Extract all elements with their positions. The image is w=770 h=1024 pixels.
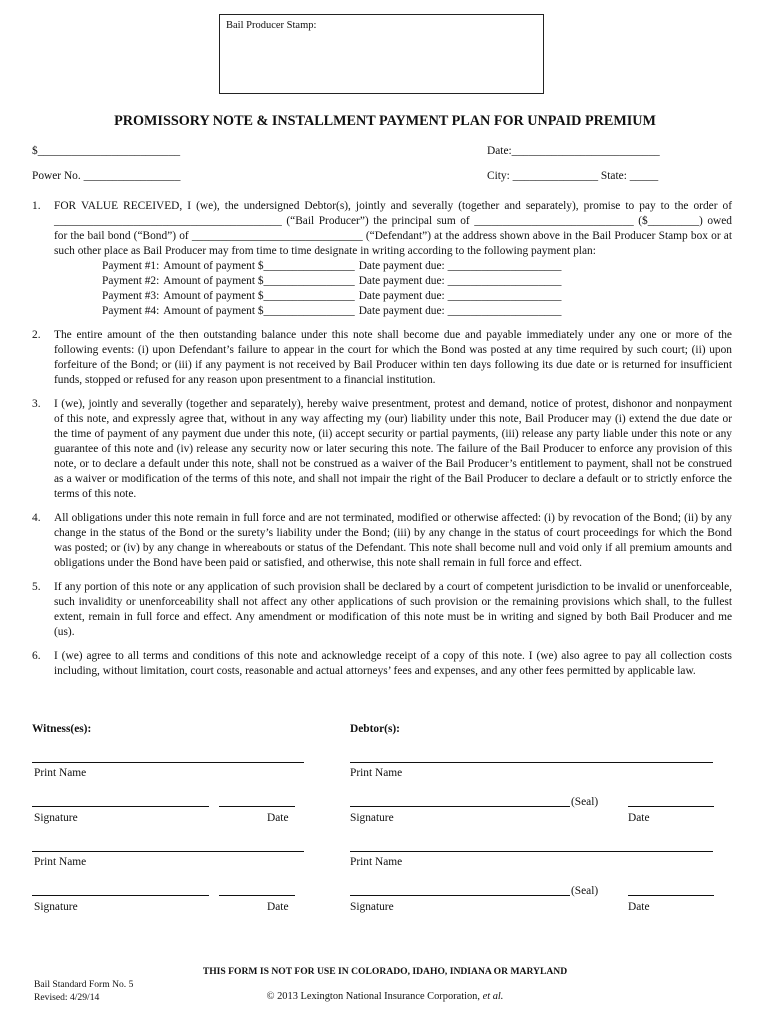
clause-number: 6.	[32, 650, 41, 662]
date-field[interactable]: Date:__________________________	[487, 145, 660, 157]
payment-amount-field[interactable]: Amount of payment $________________	[163, 290, 355, 302]
city-state-field[interactable]: City: _______________ State: _____	[487, 170, 659, 182]
payment-due-field[interactable]: Date payment due: ____________________	[358, 290, 562, 302]
clause-number: 4.	[32, 512, 41, 524]
witness-1-date-line[interactable]	[219, 806, 295, 807]
clause-number: 5.	[32, 581, 41, 593]
witness-1-signature-line[interactable]	[32, 806, 209, 807]
debtor-1-seal-label: (Seal)	[571, 796, 599, 808]
copyright-text: © 2013 Lexington National Insurance Corporation,	[266, 991, 480, 1002]
debtor-1-date-label: Date	[628, 812, 650, 824]
clause-number: 1.	[32, 200, 41, 212]
witness-1-print-name-label: Print Name	[34, 767, 87, 779]
payment-label: Payment #1:	[102, 260, 160, 272]
debtor-1-signature-line[interactable]	[350, 806, 570, 807]
witness-2-date-line[interactable]	[219, 895, 295, 896]
debtor-2-signature-label: Signature	[350, 901, 394, 913]
witness-2-date-label: Date	[267, 901, 289, 913]
witness-2-print-name-label: Print Name	[34, 856, 87, 868]
clause-text: I (we), jointly and severally (together and separately), hereby waive presentment, protest and demand, notice of protest, dishonor and nonpayment of this note, and expressly agree that, without in any way affecting my (our) liability under this note, Bail Producer may (i) extend the due date or the time of payment of any payment due under this note, (ii) accept security or partial payments, (iii) release any party liable under this note or any guarantee of this note and (iv) release any security now or later securing this note. The failure of the Bail Producer to enforce any provision of this note, or to declare a default under this note, shall not be construed as a waiver of the Bail Producer’s entitlement to payment, shall not be construed as a waiver or modification of the terms of this note, and shall not impair the right of the Bail Producer to declare a default or to strictly enforce the terms of this note.	[54, 398, 732, 500]
witness-2-print-name-line[interactable]	[32, 851, 304, 852]
payment-row	[102, 304, 561, 319]
payment-due-field[interactable]: Date payment due: ____________________	[358, 275, 562, 287]
payment-due-field[interactable]: Date payment due: ____________________	[358, 305, 562, 317]
witness-1-date-label: Date	[267, 812, 289, 824]
witness-1-print-name-line[interactable]	[32, 762, 304, 763]
payment-plan-table	[102, 259, 561, 319]
clause-3	[32, 397, 732, 502]
clause-text: All obligations under this note remain in full force and are not terminated, modified or otherwise affected: (i) by revocation of the Bond; (ii) by any change in the status of the Bond or the surety’s liability under the Bond; (iii) by any change in the status of court proceedings for which the Bond was posted; or (iv) by any change in whereabouts or status of the Defendant. This note shall become null and void only if all premium amounts and obligations under the Bond have been paid or satisfied, and otherwise, this note shall remain in full force and effect.	[54, 512, 732, 569]
copyright-etal: et al.	[482, 991, 504, 1002]
revised-date: Revised: 4/29/14	[34, 992, 100, 1003]
debtor-2-print-name-line[interactable]	[350, 851, 713, 852]
witness-1-signature-label: Signature	[34, 812, 78, 824]
debtor-heading: Debtor(s):	[350, 723, 400, 735]
debtor-1-print-name-label: Print Name	[350, 767, 403, 779]
debtor-2-seal-label: (Seal)	[571, 885, 599, 897]
payment-row	[102, 274, 561, 289]
clause-text: I (we) agree to all terms and conditions of this note and acknowledge receipt of a copy of this note. I (we) also agree to pay all collection costs including, without limitation, court costs, reasonable and actual attorneys’ fees and expenses, and any other fees permitted by applicable law.	[54, 650, 732, 677]
clause-1	[32, 199, 732, 319]
debtor-1-print-name-line[interactable]	[350, 762, 713, 763]
stamp-label: Bail Producer Stamp:	[226, 20, 317, 31]
clause-number: 3.	[32, 398, 41, 410]
power-number-field[interactable]: Power No. _________________	[32, 170, 181, 182]
witness-2-signature-line[interactable]	[32, 895, 209, 896]
debtor-2-print-name-label: Print Name	[350, 856, 403, 868]
payment-label: Payment #3:	[102, 290, 160, 302]
payment-label: Payment #4:	[102, 305, 160, 317]
debtor-2-date-label: Date	[628, 901, 650, 913]
document-title: PROMISSORY NOTE & INSTALLMENT PAYMENT PLAN FOR UNPAID PREMIUM	[114, 113, 656, 129]
form-number: Bail Standard Form No. 5	[34, 979, 134, 990]
payment-due-field[interactable]: Date payment due: ____________________	[358, 260, 562, 272]
witness-2-signature-label: Signature	[34, 901, 78, 913]
terms-list	[32, 199, 732, 688]
debtor-2-date-line[interactable]	[628, 895, 714, 896]
clause-text: The entire amount of the then outstanding balance under this note shall become due and payable immediately under any one or more of the following events: (i) upon Defendant’s failure to appear in the court for which the Bond was posted at any time required by such court; (ii) upon forfeiture of the Bond; or (iii) if any payment is not received by Bail Producer within ten days following its due date or is returned for insufficient funds, stopped or refused for any reason upon presentment to a financial institution.	[54, 329, 732, 386]
debtor-2-signature-line[interactable]	[350, 895, 570, 896]
payment-row	[102, 289, 561, 304]
clause-text: If any portion of this note or any application of such provision shall be declared by a court of competent jurisdiction to be invalid or unenforceable, such invalidity or unenforceability shall not affect any other applications of such provision or the remaining provisions which shall, to the fullest extent, remain in full force and effect. Any amendment or modification of this note must be in writing and signed by both Bail Producer and me (us).	[54, 581, 732, 638]
payment-amount-field[interactable]: Amount of payment $________________	[163, 260, 355, 272]
clause-5	[32, 580, 732, 640]
payment-amount-field[interactable]: Amount of payment $________________	[163, 305, 355, 317]
witness-heading: Witness(es):	[32, 723, 92, 735]
clause-2	[32, 328, 732, 388]
debtor-1-signature-label: Signature	[350, 812, 394, 824]
bail-producer-stamp-box	[219, 14, 544, 94]
clause-4	[32, 511, 732, 571]
state-restriction-notice: THIS FORM IS NOT FOR USE IN COLORADO, IDAHO, INDIANA OR MARYLAND	[202, 966, 568, 977]
clause-text: FOR VALUE RECEIVED, I (we), the undersigned Debtor(s), jointly and severally (together and separately), promise to pay to the order of ________________________________________ (“Bail Producer”) the principal sum of ____________________________ ($_________) owed for the bail bond (“Bond”) of ______________________________ (“Defendant”) at the address shown above in the Bail Producer Stamp box or at such other place as Bail Producer may from time to time designate in writing according to the following payment plan:	[54, 200, 732, 257]
debtor-1-date-line[interactable]	[628, 806, 714, 807]
amount-field[interactable]: $_________________________	[32, 145, 181, 157]
payment-label: Payment #2:	[102, 275, 160, 287]
payment-amount-field[interactable]: Amount of payment $________________	[163, 275, 355, 287]
clause-number: 2.	[32, 329, 41, 341]
copyright-notice	[0, 991, 770, 1003]
clause-6	[32, 649, 732, 679]
payment-row	[102, 259, 561, 274]
